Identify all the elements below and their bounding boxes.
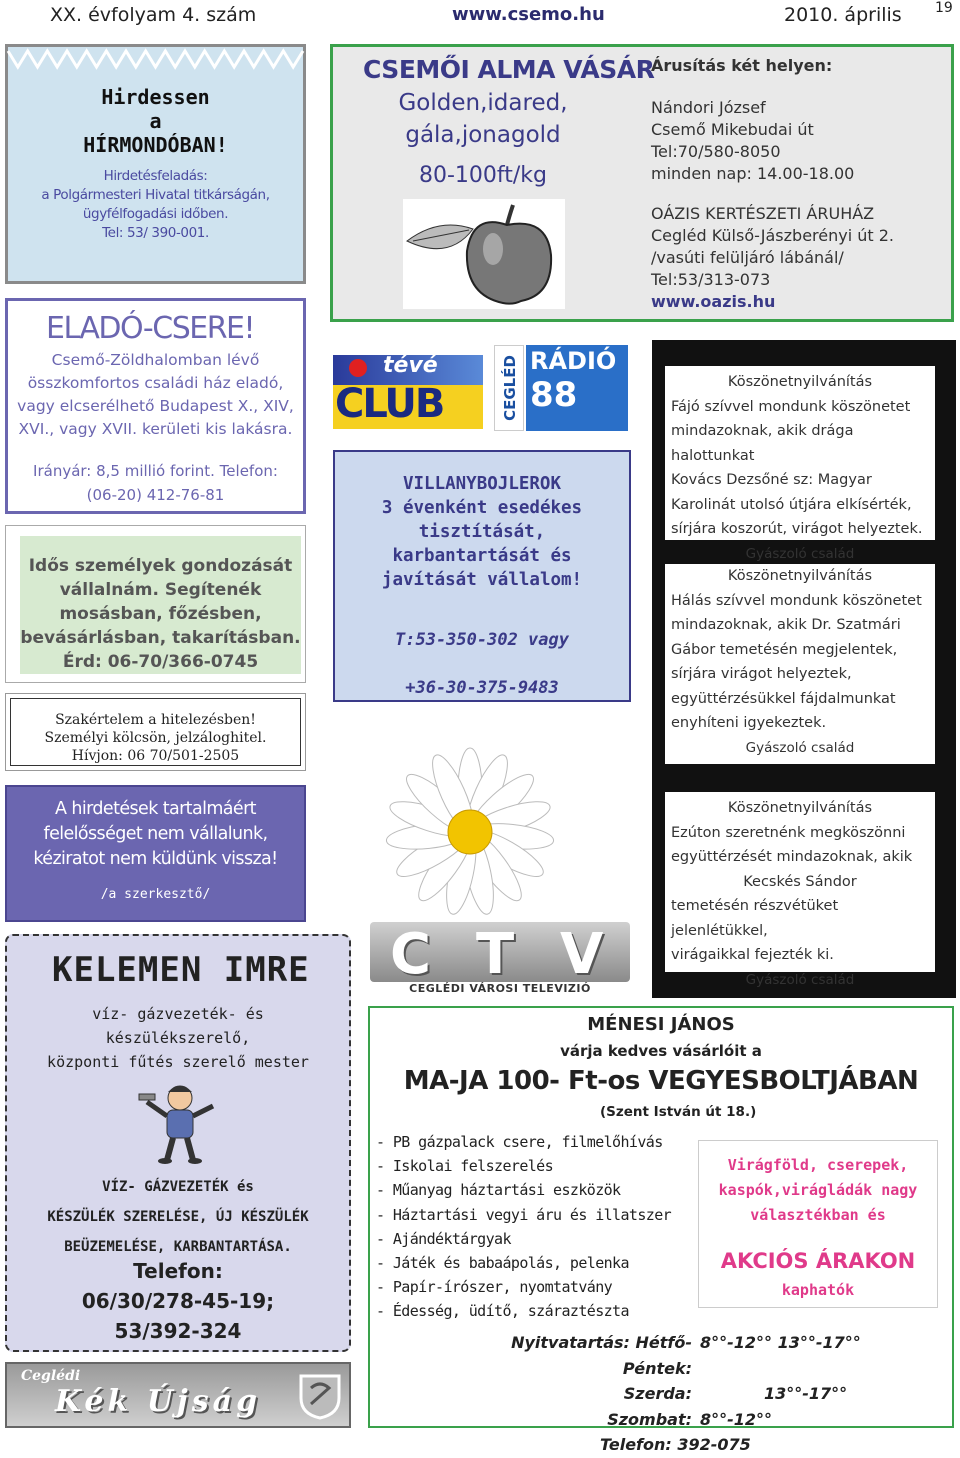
ctv-letter-t: T <box>476 922 515 987</box>
for-sale-box <box>5 298 306 514</box>
hours-row: Nyitvatartás: Hétfő-Péntek: 8°°-12°° 13°°-17°° <box>511 1333 861 1378</box>
plumber-phone: Telefon: 06/30/278-45-19; 53/392-324 <box>81 1259 275 1343</box>
thanks-title: Köszönetnyilvánítás <box>727 374 873 390</box>
for-sale-body: Csemő-Zöldhalomban lévő összkomfortos családi ház eladó, vagy elcserélhető Budapest X., XIV, XVI., vagy XVII. kerületi kis lakásra. <box>17 351 294 438</box>
available-label: kaphatók <box>781 1281 855 1299</box>
thanks-signature: Gyászoló család <box>745 739 855 756</box>
ctv-letter-c: C <box>390 922 432 987</box>
loan-panel <box>10 698 301 766</box>
radio-word: RÁDIÓ <box>530 347 617 375</box>
apple-icon <box>403 199 565 309</box>
boiler-service-box <box>333 450 631 702</box>
list-item: - Iskolai felszerelés <box>376 1157 554 1176</box>
hours-row: Szerda: 13°°-17°° <box>623 1384 848 1403</box>
club-text: CLUB <box>335 381 444 427</box>
site-url[interactable]: www.csemo.hu <box>452 4 605 25</box>
kek-ujsag-logo <box>5 1362 351 1428</box>
flower-offer-box <box>698 1140 938 1308</box>
disclaimer-signature: /a szerkesztő/ <box>100 887 211 902</box>
plumber-name: KELEMEN IMRE <box>52 950 310 990</box>
list-item: - PB gázpalack csere, filmelőhívás <box>376 1133 663 1151</box>
ctv-letter-v: V <box>560 922 604 987</box>
page-number: 19 <box>935 0 953 16</box>
list-item: - Ajándéktárgyak <box>376 1229 511 1248</box>
seller-1: Nándori József Csemő Mikebudai út Tel:70/580-8050 minden nap: 14.00-18.00 <box>651 98 855 183</box>
plumber-ad-box <box>5 934 351 1352</box>
thanks-notice-3: Köszönetnyilvánítás Ezúton szeretnénk megköszönni együttérzését mindazoknak, akik Kecskés Sándor temetésén részvétüket jelenlétükkel, virágaikkal fejezték ki. Gyászoló család <box>665 792 935 972</box>
thanks-notice-1: Köszönetnyilvánítás Fájó szívvel mondunk köszönetet mindazoknak, akik drága halottunkat Kovács Dezsőné sz: Magyar Karolinát utolsó útjára elkísérték, sírjára koszorút, virágot helyeztek. Gyászoló család <box>665 366 935 540</box>
issue-label: XX. évfolyam 4. szám <box>50 4 257 26</box>
loan-box <box>5 693 306 771</box>
teve-club-logo <box>333 345 483 429</box>
sale-prices: AKCIÓS ÁRAKON <box>720 1249 916 1273</box>
plumber-services: VÍZ- GÁZVEZETÉK és KÉSZÜLÉK SZERELÉSE, ÚJ KÉSZÜLÉK BEÜZEMELÉSE, KARBANTARTÁSA. <box>47 1179 309 1255</box>
oazis-url[interactable]: www.oazis.hu <box>651 292 776 311</box>
crest-icon <box>297 1372 343 1420</box>
advertise-title: Hirdessen a HÍRMONDÓBAN! <box>83 85 228 157</box>
for-sale-title: ELADÓ-CSERE! <box>46 311 255 346</box>
thanks-title: Köszönetnyilvánítás <box>727 568 873 584</box>
ctv-logo <box>370 922 630 998</box>
list-item: - Papír-írószer, nyomtatvány <box>376 1278 613 1297</box>
teve-text: tévé <box>383 353 438 378</box>
plumber-mascot-icon <box>137 1080 223 1164</box>
zigzag-border <box>8 47 303 71</box>
advertise-body: Hirdetésfeladás: a Polgármesteri Hivatal titkárságán, ügyfélfogadási időben. Tel: 53/ 390-001. <box>41 168 270 241</box>
disclaimer-text: A hirdetések tartalmáért felelősséget nem vállalunk, kéziratot nem küldünk vissza! <box>33 799 278 869</box>
ctv-caption: CEGLÉDI VÁROSI TELEVIZIÓ <box>409 982 591 995</box>
for-sale-price: Irányár: 8,5 millió forint. Telefon: (06-20) 412-76-81 <box>33 462 278 504</box>
thanks-notice-2: Köszönetnyilvánítás Hálás szívvel mondunk köszönetet mindazoknak, akik Dr. Szatmári Gábor temetésén megjelentek, sírjára virágot helyeztek, együttérzésükkel fájdalmunkat enyhíteni igyekeztek. Gyászoló család <box>665 564 935 764</box>
elder-care-text: Idős személyek gondozását vállalnám. Segítenék mosásban, főzésben, bevásárlásban, takarításban. Érd: 06-70/366-0745 <box>20 556 301 672</box>
thanks-title: Köszönetnyilvánítás <box>727 800 873 816</box>
kek-ujsag-small: Ceglédi <box>21 1368 81 1384</box>
list-item: - Édesség, üdítő, száraztészta <box>376 1302 629 1321</box>
apple-sellers <box>651 55 951 313</box>
apple-varieties: Golden,idared, gála,jonagold <box>398 90 568 148</box>
apple-price: 80-100ft/kg <box>418 163 548 188</box>
apple-fair-title: CSEMŐI ALMA VÁSÁR <box>363 55 655 84</box>
thanks-column <box>652 340 956 998</box>
shop-item-list <box>376 1130 696 1324</box>
shop-address: (Szent István út 18.) <box>600 1104 757 1120</box>
opening-hours <box>450 1330 890 1458</box>
sellers-heading: Árusítás két helyen: <box>651 56 833 75</box>
boiler-service-phone: T:53-350-302 vagy +36-30-375-9483 <box>395 630 569 698</box>
seller-2: OÁZIS KERTÉSZETI ÁRUHÁZ Cegléd Külső-Jászberényi út 2. /vasúti felüljáró lábánál/ Tel:53/313-073 <box>651 204 895 289</box>
shop-ad-box <box>368 1006 954 1454</box>
boiler-service-text: VILLANYBOJLEROK 3 évenként esedékes tisztítását, karbantartását és javítását vállalom! <box>381 474 583 590</box>
radio-freq: 88 <box>530 375 578 415</box>
issue-date: 2010. április <box>784 4 902 26</box>
shop-invite: várja kedves vásárlóit a <box>560 1042 762 1060</box>
apple-fair-box <box>330 44 954 322</box>
thanks-signature: Gyászoló család <box>745 545 855 562</box>
shop-owner: MÉNESI JÁNOS <box>587 1014 735 1035</box>
list-item: - Műanyag háztartási eszközök <box>376 1181 621 1200</box>
elder-care-panel <box>20 536 301 674</box>
disclaimer-box <box>5 785 306 922</box>
flower-offer-text: Virágföld, cserepek, kaspók,virágládák nagy választékban és <box>718 1156 918 1224</box>
hours-row: Szombat: 8°°-12°° <box>607 1409 773 1429</box>
list-item: - Játék és babaápolás, pelenka <box>376 1254 629 1273</box>
advertise-box <box>5 44 306 284</box>
shop-name: MA-JA 100- Ft-os VEGYESBOLTJÁBAN <box>403 1066 919 1096</box>
plumber-subtitle: víz- gázvezeték- és készülékszerelő, központi fűtés szerelő mester <box>47 1005 309 1071</box>
thanks-signature: Gyászoló család <box>745 971 855 988</box>
daisy-flower-icon <box>330 770 570 930</box>
list-item: - Háztartási vegyi áru és illatszer <box>376 1205 672 1224</box>
shop-phone: Telefon: 392-075 <box>600 1435 751 1454</box>
radio-88-logo <box>494 345 628 431</box>
elder-care-box <box>5 525 306 683</box>
radio-city: CEGLÉD <box>501 355 519 421</box>
kek-ujsag-title: Kék Újság <box>55 1384 262 1419</box>
loan-text: Szakértelem a hitelezésben! Személyi kölcsön, jelzáloghitel. Hívjon: 06 70/501-2505 <box>44 712 267 764</box>
